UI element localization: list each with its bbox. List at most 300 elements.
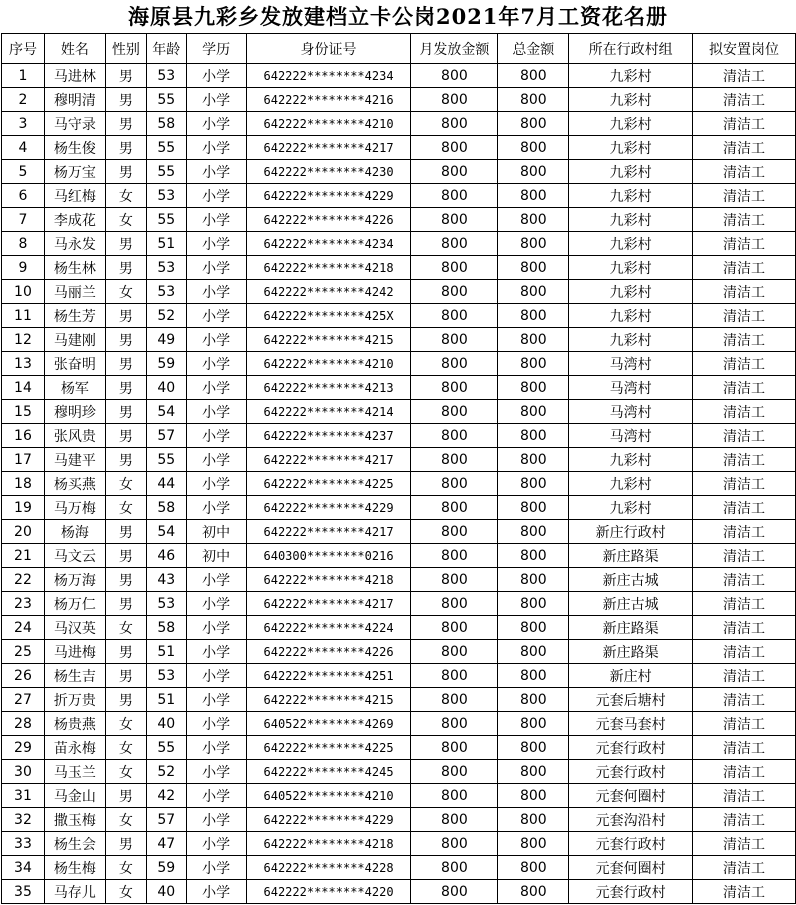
monthly-amount-cell: 800 [411, 472, 498, 496]
gender-cell: 男 [105, 448, 146, 472]
gender-cell: 女 [105, 712, 146, 736]
id-number-cell: 642222********4218 [246, 256, 411, 280]
position-cell: 清洁工 [693, 448, 796, 472]
education-cell: 小学 [186, 784, 246, 808]
gender-cell: 男 [105, 256, 146, 280]
gender-cell: 女 [105, 184, 146, 208]
monthly-amount-cell: 800 [411, 328, 498, 352]
name-cell: 马红梅 [44, 184, 105, 208]
age-cell: 53 [146, 664, 186, 688]
village-cell: 新庄路渠 [569, 616, 693, 640]
position-cell: 清洁工 [693, 568, 796, 592]
education-cell: 小学 [186, 808, 246, 832]
monthly-amount-cell: 800 [411, 568, 498, 592]
age-cell: 54 [146, 400, 186, 424]
monthly-amount-cell: 800 [411, 592, 498, 616]
table-row [2, 808, 796, 832]
total-amount-cell: 800 [498, 712, 569, 736]
table-row [2, 448, 796, 472]
age-cell: 58 [146, 112, 186, 136]
id-number-cell: 642222********4229 [246, 808, 411, 832]
row-number: 15 [2, 400, 45, 424]
education-cell: 小学 [186, 880, 246, 904]
payroll-table [1, 33, 796, 904]
id-number-cell: 642222********4217 [246, 592, 411, 616]
education-cell: 小学 [186, 400, 246, 424]
row-number: 17 [2, 448, 45, 472]
education-cell: 小学 [186, 736, 246, 760]
age-cell: 43 [146, 568, 186, 592]
row-number: 22 [2, 568, 45, 592]
table-row [2, 712, 796, 736]
name-cell: 李成花 [44, 208, 105, 232]
id-number-cell: 642222********425X [246, 304, 411, 328]
gender-cell: 男 [105, 592, 146, 616]
header-cell: 性别 [105, 34, 146, 64]
position-cell: 清洁工 [693, 160, 796, 184]
education-cell: 小学 [186, 448, 246, 472]
monthly-amount-cell: 800 [411, 400, 498, 424]
total-amount-cell: 800 [498, 856, 569, 880]
monthly-amount-cell: 800 [411, 208, 498, 232]
position-cell: 清洁工 [693, 208, 796, 232]
age-cell: 58 [146, 496, 186, 520]
id-number-cell: 642222********4213 [246, 376, 411, 400]
gender-cell: 男 [105, 352, 146, 376]
gender-cell: 女 [105, 760, 146, 784]
total-amount-cell: 800 [498, 88, 569, 112]
village-cell: 九彩村 [569, 232, 693, 256]
monthly-amount-cell: 800 [411, 784, 498, 808]
id-number-cell: 642222********4225 [246, 736, 411, 760]
village-cell: 九彩村 [569, 136, 693, 160]
total-amount-cell: 800 [498, 568, 569, 592]
age-cell: 57 [146, 424, 186, 448]
row-number: 21 [2, 544, 45, 568]
education-cell: 小学 [186, 112, 246, 136]
sheet-title: 海原县九彩乡发放建档立卡公岗2021年7月工资花名册 [127, 4, 669, 29]
header-cell: 年龄 [146, 34, 186, 64]
id-number-cell: 642222********4215 [246, 328, 411, 352]
education-cell: 小学 [186, 64, 246, 88]
name-cell: 杨生吉 [44, 664, 105, 688]
age-cell: 42 [146, 784, 186, 808]
name-cell: 马建平 [44, 448, 105, 472]
village-cell: 九彩村 [569, 448, 693, 472]
monthly-amount-cell: 800 [411, 280, 498, 304]
monthly-amount-cell: 800 [411, 232, 498, 256]
name-cell: 杨生俊 [44, 136, 105, 160]
name-cell: 穆明清 [44, 88, 105, 112]
total-amount-cell: 800 [498, 760, 569, 784]
table-row [2, 160, 796, 184]
name-cell: 马永发 [44, 232, 105, 256]
total-amount-cell: 800 [498, 256, 569, 280]
gender-cell: 女 [105, 856, 146, 880]
age-cell: 53 [146, 256, 186, 280]
row-number: 9 [2, 256, 45, 280]
age-cell: 53 [146, 184, 186, 208]
name-cell: 杨生芳 [44, 304, 105, 328]
total-amount-cell: 800 [498, 616, 569, 640]
village-cell: 九彩村 [569, 496, 693, 520]
gender-cell: 男 [105, 568, 146, 592]
age-cell: 40 [146, 376, 186, 400]
gender-cell: 女 [105, 208, 146, 232]
row-number: 1 [2, 64, 45, 88]
monthly-amount-cell: 800 [411, 544, 498, 568]
monthly-amount-cell: 800 [411, 760, 498, 784]
table-row [2, 232, 796, 256]
row-number: 14 [2, 376, 45, 400]
id-number-cell: 642222********4229 [246, 496, 411, 520]
monthly-amount-cell: 800 [411, 616, 498, 640]
name-cell: 马万梅 [44, 496, 105, 520]
position-cell: 清洁工 [693, 856, 796, 880]
row-number: 32 [2, 808, 45, 832]
row-number: 29 [2, 736, 45, 760]
age-cell: 51 [146, 640, 186, 664]
table-row [2, 328, 796, 352]
gender-cell: 女 [105, 808, 146, 832]
name-cell: 马丽兰 [44, 280, 105, 304]
total-amount-cell: 800 [498, 400, 569, 424]
age-cell: 58 [146, 616, 186, 640]
age-cell: 40 [146, 880, 186, 904]
village-cell: 九彩村 [569, 112, 693, 136]
gender-cell: 男 [105, 64, 146, 88]
row-number: 23 [2, 592, 45, 616]
total-amount-cell: 800 [498, 784, 569, 808]
total-amount-cell: 800 [498, 808, 569, 832]
gender-cell: 男 [105, 664, 146, 688]
age-cell: 55 [146, 88, 186, 112]
education-cell: 小学 [186, 184, 246, 208]
header-cell: 总金额 [498, 34, 569, 64]
gender-cell: 女 [105, 496, 146, 520]
position-cell: 清洁工 [693, 832, 796, 856]
total-amount-cell: 800 [498, 520, 569, 544]
gender-cell: 女 [105, 472, 146, 496]
id-number-cell: 642222********4228 [246, 856, 411, 880]
total-amount-cell: 800 [498, 592, 569, 616]
name-cell: 杨万宝 [44, 160, 105, 184]
village-cell: 九彩村 [569, 328, 693, 352]
id-number-cell: 642222********4217 [246, 136, 411, 160]
village-cell: 马湾村 [569, 400, 693, 424]
id-number-cell: 640300********0216 [246, 544, 411, 568]
education-cell: 小学 [186, 88, 246, 112]
name-cell: 马汉英 [44, 616, 105, 640]
name-cell: 撒玉梅 [44, 808, 105, 832]
position-cell: 清洁工 [693, 184, 796, 208]
position-cell: 清洁工 [693, 640, 796, 664]
education-cell: 小学 [186, 472, 246, 496]
age-cell: 52 [146, 760, 186, 784]
name-cell: 杨万海 [44, 568, 105, 592]
monthly-amount-cell: 800 [411, 184, 498, 208]
age-cell: 52 [146, 304, 186, 328]
education-cell: 小学 [186, 280, 246, 304]
total-amount-cell: 800 [498, 664, 569, 688]
row-number: 16 [2, 424, 45, 448]
id-number-cell: 642222********4226 [246, 208, 411, 232]
id-number-cell: 642222********4245 [246, 760, 411, 784]
gender-cell: 男 [105, 544, 146, 568]
row-number: 30 [2, 760, 45, 784]
position-cell: 清洁工 [693, 400, 796, 424]
education-cell: 小学 [186, 424, 246, 448]
age-cell: 54 [146, 520, 186, 544]
monthly-amount-cell: 800 [411, 64, 498, 88]
monthly-amount-cell: 800 [411, 256, 498, 280]
village-cell: 新庄古城 [569, 592, 693, 616]
id-number-cell: 642222********4230 [246, 160, 411, 184]
education-cell: 小学 [186, 856, 246, 880]
gender-cell: 女 [105, 280, 146, 304]
total-amount-cell: 800 [498, 640, 569, 664]
monthly-amount-cell: 800 [411, 304, 498, 328]
row-number: 4 [2, 136, 45, 160]
education-cell: 初中 [186, 544, 246, 568]
position-cell: 清洁工 [693, 376, 796, 400]
total-amount-cell: 800 [498, 832, 569, 856]
position-cell: 清洁工 [693, 232, 796, 256]
gender-cell: 男 [105, 304, 146, 328]
position-cell: 清洁工 [693, 808, 796, 832]
village-cell: 马湾村 [569, 424, 693, 448]
village-cell: 九彩村 [569, 256, 693, 280]
monthly-amount-cell: 800 [411, 712, 498, 736]
gender-cell: 男 [105, 376, 146, 400]
village-cell: 元套何圈村 [569, 856, 693, 880]
position-cell: 清洁工 [693, 880, 796, 904]
village-cell: 九彩村 [569, 304, 693, 328]
gender-cell: 男 [105, 520, 146, 544]
id-number-cell: 642222********4210 [246, 112, 411, 136]
monthly-amount-cell: 800 [411, 520, 498, 544]
total-amount-cell: 800 [498, 880, 569, 904]
row-number: 3 [2, 112, 45, 136]
position-cell: 清洁工 [693, 280, 796, 304]
education-cell: 初中 [186, 520, 246, 544]
row-number: 24 [2, 616, 45, 640]
age-cell: 55 [146, 448, 186, 472]
village-cell: 元套后塘村 [569, 688, 693, 712]
name-cell: 折万贵 [44, 688, 105, 712]
gender-cell: 男 [105, 832, 146, 856]
name-cell: 马金山 [44, 784, 105, 808]
row-number: 6 [2, 184, 45, 208]
total-amount-cell: 800 [498, 352, 569, 376]
table-row [2, 664, 796, 688]
name-cell: 马玉兰 [44, 760, 105, 784]
age-cell: 55 [146, 208, 186, 232]
village-cell: 新庄行政村 [569, 520, 693, 544]
village-cell: 九彩村 [569, 64, 693, 88]
education-cell: 小学 [186, 496, 246, 520]
monthly-amount-cell: 800 [411, 496, 498, 520]
gender-cell: 女 [105, 736, 146, 760]
row-number: 19 [2, 496, 45, 520]
position-cell: 清洁工 [693, 424, 796, 448]
total-amount-cell: 800 [498, 64, 569, 88]
education-cell: 小学 [186, 256, 246, 280]
gender-cell: 男 [105, 112, 146, 136]
education-cell: 小学 [186, 232, 246, 256]
position-cell: 清洁工 [693, 304, 796, 328]
age-cell: 46 [146, 544, 186, 568]
monthly-amount-cell: 800 [411, 136, 498, 160]
education-cell: 小学 [186, 640, 246, 664]
name-cell: 马存儿 [44, 880, 105, 904]
village-cell: 九彩村 [569, 472, 693, 496]
header-row [2, 34, 796, 64]
age-cell: 40 [146, 712, 186, 736]
position-cell: 清洁工 [693, 496, 796, 520]
total-amount-cell: 800 [498, 496, 569, 520]
name-cell: 杨贵燕 [44, 712, 105, 736]
total-amount-cell: 800 [498, 472, 569, 496]
total-amount-cell: 800 [498, 112, 569, 136]
table-row [2, 280, 796, 304]
education-cell: 小学 [186, 304, 246, 328]
table-row [2, 736, 796, 760]
table-row [2, 88, 796, 112]
row-number: 20 [2, 520, 45, 544]
village-cell: 元套马套村 [569, 712, 693, 736]
total-amount-cell: 800 [498, 424, 569, 448]
village-cell: 马湾村 [569, 376, 693, 400]
table-row [2, 136, 796, 160]
education-cell: 小学 [186, 160, 246, 184]
education-cell: 小学 [186, 376, 246, 400]
gender-cell: 女 [105, 880, 146, 904]
id-number-cell: 642222********4225 [246, 472, 411, 496]
row-number: 25 [2, 640, 45, 664]
header-cell: 学历 [186, 34, 246, 64]
id-number-cell: 642222********4237 [246, 424, 411, 448]
total-amount-cell: 800 [498, 232, 569, 256]
table-row [2, 616, 796, 640]
education-cell: 小学 [186, 832, 246, 856]
id-number-cell: 642222********4214 [246, 400, 411, 424]
id-number-cell: 640522********4210 [246, 784, 411, 808]
total-amount-cell: 800 [498, 448, 569, 472]
total-amount-cell: 800 [498, 208, 569, 232]
village-cell: 九彩村 [569, 280, 693, 304]
gender-cell: 男 [105, 688, 146, 712]
monthly-amount-cell: 800 [411, 688, 498, 712]
total-amount-cell: 800 [498, 328, 569, 352]
education-cell: 小学 [186, 208, 246, 232]
name-cell: 杨万仁 [44, 592, 105, 616]
table-row [2, 544, 796, 568]
village-cell: 元套行政村 [569, 736, 693, 760]
table-row [2, 832, 796, 856]
name-cell: 杨生林 [44, 256, 105, 280]
position-cell: 清洁工 [693, 616, 796, 640]
education-cell: 小学 [186, 328, 246, 352]
monthly-amount-cell: 800 [411, 448, 498, 472]
id-number-cell: 642222********4234 [246, 64, 411, 88]
village-cell: 新庄古城 [569, 568, 693, 592]
village-cell: 九彩村 [569, 88, 693, 112]
monthly-amount-cell: 800 [411, 352, 498, 376]
age-cell: 53 [146, 64, 186, 88]
id-number-cell: 642222********4216 [246, 88, 411, 112]
name-cell: 马进林 [44, 64, 105, 88]
education-cell: 小学 [186, 352, 246, 376]
row-number: 28 [2, 712, 45, 736]
table-row [2, 880, 796, 904]
village-cell: 九彩村 [569, 208, 693, 232]
id-number-cell: 642222********4224 [246, 616, 411, 640]
name-cell: 杨生梅 [44, 856, 105, 880]
total-amount-cell: 800 [498, 736, 569, 760]
table-row [2, 784, 796, 808]
position-cell: 清洁工 [693, 112, 796, 136]
name-cell: 马文云 [44, 544, 105, 568]
name-cell: 苗永梅 [44, 736, 105, 760]
village-cell: 元套何圈村 [569, 784, 693, 808]
gender-cell: 男 [105, 328, 146, 352]
name-cell: 马守录 [44, 112, 105, 136]
gender-cell: 男 [105, 400, 146, 424]
table-row [2, 760, 796, 784]
table-row [2, 208, 796, 232]
id-number-cell: 642222********4226 [246, 640, 411, 664]
header-cell: 姓名 [44, 34, 105, 64]
monthly-amount-cell: 800 [411, 376, 498, 400]
monthly-amount-cell: 800 [411, 664, 498, 688]
total-amount-cell: 800 [498, 304, 569, 328]
gender-cell: 男 [105, 232, 146, 256]
village-cell: 九彩村 [569, 160, 693, 184]
name-cell: 马建刚 [44, 328, 105, 352]
table-row [2, 496, 796, 520]
id-number-cell: 642222********4210 [246, 352, 411, 376]
monthly-amount-cell: 800 [411, 856, 498, 880]
row-number: 2 [2, 88, 45, 112]
row-number: 26 [2, 664, 45, 688]
education-cell: 小学 [186, 136, 246, 160]
position-cell: 清洁工 [693, 688, 796, 712]
row-number: 35 [2, 880, 45, 904]
position-cell: 清洁工 [693, 712, 796, 736]
village-cell: 元套行政村 [569, 760, 693, 784]
position-cell: 清洁工 [693, 352, 796, 376]
gender-cell: 男 [105, 136, 146, 160]
name-cell: 张风贵 [44, 424, 105, 448]
header-cell: 月发放金额 [411, 34, 498, 64]
age-cell: 47 [146, 832, 186, 856]
id-number-cell: 642222********4218 [246, 568, 411, 592]
total-amount-cell: 800 [498, 160, 569, 184]
table-row [2, 352, 796, 376]
village-cell: 元套沟沿村 [569, 808, 693, 832]
total-amount-cell: 800 [498, 544, 569, 568]
gender-cell: 男 [105, 640, 146, 664]
id-number-cell: 642222********4229 [246, 184, 411, 208]
village-cell: 九彩村 [569, 184, 693, 208]
row-number: 18 [2, 472, 45, 496]
position-cell: 清洁工 [693, 136, 796, 160]
monthly-amount-cell: 800 [411, 424, 498, 448]
table-row [2, 592, 796, 616]
village-cell: 元套行政村 [569, 832, 693, 856]
table-row [2, 184, 796, 208]
